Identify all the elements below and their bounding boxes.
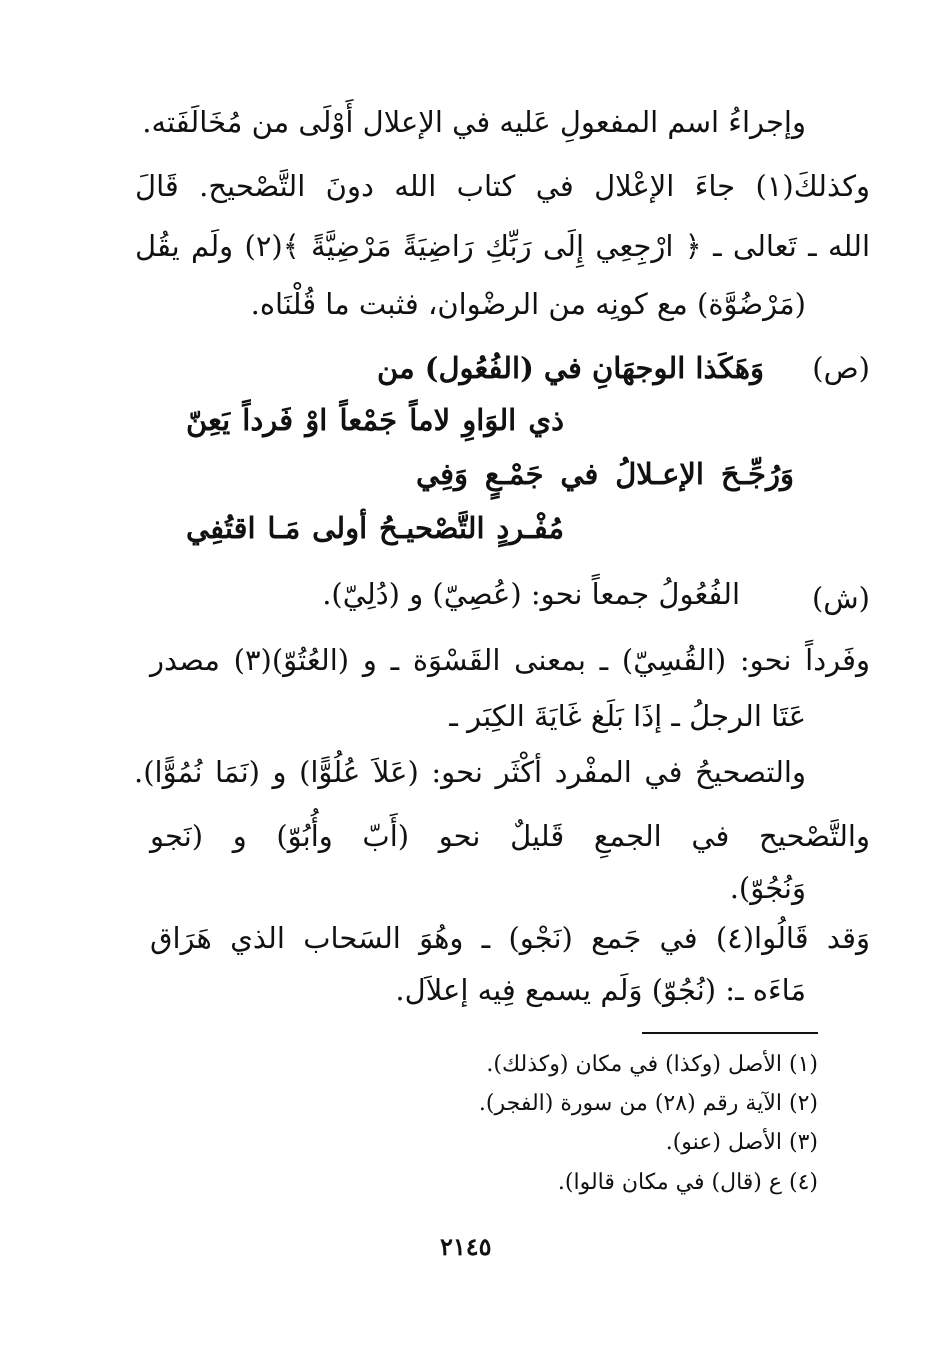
- commentary-line: والتصحيحُ في المفْرد أكْثَر نحو: (عَلاَ عُلُوًّا) و (نَمَا نُمُوًّا).: [134, 755, 806, 789]
- commentary-line: عَتَا الرجلُ ـ إذَا بَلَغ غَايَةَ الكِبَر ـ: [449, 699, 806, 733]
- commentary-line: مَاءَه ـ: (نُجُوّ) وَلَم يسمع فِيه إعلاَل.: [395, 973, 806, 1007]
- verse-line: وَرُجِّـحَ الإعـلالُ في جَمْـعٍ وَفِي: [416, 457, 794, 491]
- verse-line: ذي الوَاوِ لاماً جَمْعاً اوْ فَرداً يَعِنّ: [186, 403, 564, 437]
- footnote-separator: [642, 1032, 818, 1034]
- body-line: الله ـ تَعالى ـ ﴿ ارْجِعِي إِلَى رَبِّكِ رَاضِيَةً مَرْضِيَّةً ﴾(٢) ولَم يقُل: [135, 229, 870, 263]
- commentary-line: وَقد قَالُوا(٤) في جَمع (نَجْو) ـ وهُوَ السَحاب الذي هَرَاق: [150, 921, 870, 955]
- footnote: (١) الأصل (وكذا) في مكان (وكذلك).: [486, 1052, 818, 1077]
- commentary-line: والتَّصْحيح في الجمعِ قَليلٌ نحو (أَبّ وأُبُوّ) و (نَجو: [150, 819, 870, 853]
- section-marker-sad: (ص): [812, 351, 870, 385]
- footnote: (٣) الأصل (عنو).: [665, 1130, 818, 1155]
- verse-line: مُفْـردٍ التَّصْحيـحُ أولى مَـا اقتُفِي: [186, 511, 564, 545]
- commentary-line: الفُعُولُ جمعاً نحو: (عُصِيّ) و (دُلِيّ).: [322, 577, 740, 611]
- verse-line: وَهَكَذا الوجهَانِ في (الفُعُول) من: [377, 351, 764, 385]
- commentary-line: وَنُجُوّ).: [729, 871, 806, 905]
- page-number: ٢١٤٥: [440, 1232, 492, 1261]
- body-line: وكذلكَ(١) جاءَ الإعْلال في كتاب الله دونَ التَّصْحيح. قَالَ: [135, 169, 870, 203]
- commentary-line: وفَرداً نحو: (القُسِيّ) ـ بمعنى القَسْوَة ـ و (العُتُوّ)(٣) مصدر: [150, 643, 870, 677]
- body-line: (مَرْضُوَّة) مع كونِه من الرضْوان، فثبت ما قُلْنَاه.: [250, 287, 806, 321]
- section-marker-shin: (ش): [811, 581, 870, 615]
- footnote: (٤) ع (قال) في مكان قالوا).: [557, 1170, 818, 1195]
- footnote: (٢) الآية رقم (٢٨) من سورة (الفجر).: [478, 1091, 818, 1116]
- body-line: وإجراءُ اسم المفعولِ عَليه في الإعلال أَوْلَى من مُخَالَفَته.: [142, 105, 806, 139]
